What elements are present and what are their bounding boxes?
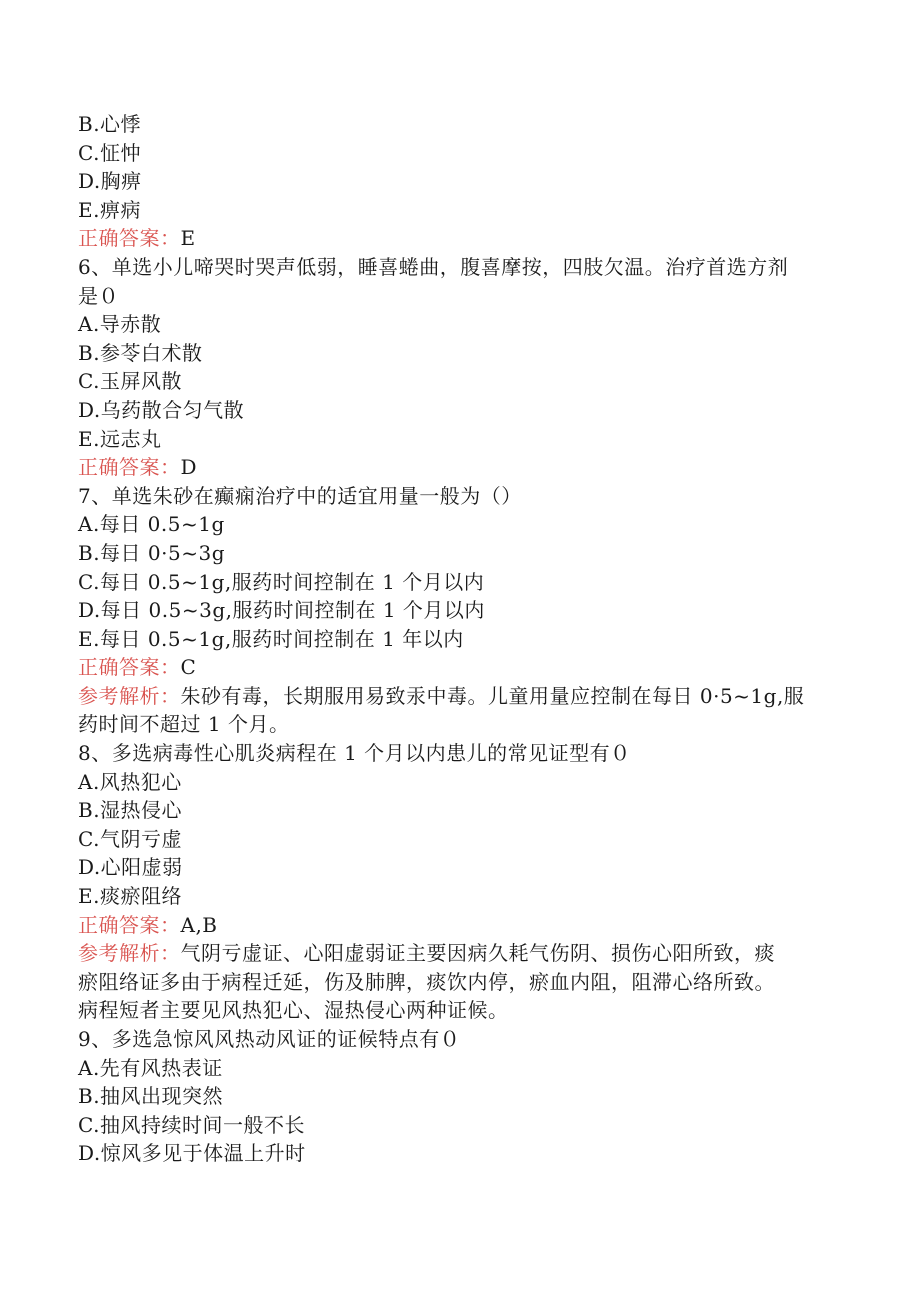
- document-page: [78, 110, 842, 1168]
- q5-option-c: C.怔忡: [78, 140, 141, 165]
- q7-stem: 7、单选朱砂在癫痫治疗中的适宜用量一般为（）: [78, 483, 522, 508]
- q7-option-b: B.每日 0·5~3g: [78, 540, 226, 565]
- q8-option-c: C.气阴亏虚: [78, 826, 182, 851]
- q6-option-b: B.参苓白术散: [78, 340, 203, 365]
- q6-option-d: D.乌药散合匀气散: [78, 397, 245, 422]
- q9-stem: 9、多选急惊风风热动风证的证候特点有０: [78, 1027, 461, 1051]
- answer-value: D: [180, 455, 198, 480]
- answer-value: E: [180, 226, 196, 251]
- q8-option-e: E.痰瘀阻络: [78, 884, 182, 909]
- q8-analysis-line1: [78, 939, 842, 968]
- analysis-label: 参考解析：: [78, 941, 181, 966]
- q6-answer: [78, 453, 842, 482]
- q7-option-a: A.每日 0.5~1g: [78, 512, 225, 537]
- q8-option-b: B.湿热侵心: [78, 798, 183, 823]
- q7-analysis-line1: [78, 682, 842, 711]
- analysis-label: 参考解析：: [78, 683, 181, 708]
- q8-analysis-line2: 瘀阻络证多由于病程迁延，伤及肺脾，痰饮内停，瘀血内阻，阻滞心络所致。: [78, 969, 775, 994]
- q8-answer: [78, 911, 842, 940]
- q6-option-e: E.远志丸: [78, 426, 162, 451]
- q8-option-d: D.心阳虚弱: [78, 855, 183, 880]
- q9-option-a: A.先有风热表证: [78, 1055, 223, 1080]
- q6-option-c: C.玉屏风散: [78, 369, 182, 394]
- q7-answer: [78, 653, 842, 682]
- q5-answer: [78, 224, 842, 253]
- analysis-text: 朱砂有毒，长期服用易致汞中毒。儿童用量应控制在每日 0·5~1g,服: [180, 683, 805, 708]
- q6-stem-line2: 是０: [78, 283, 119, 308]
- q9-option-c: C.抽风持续时间一般不长: [78, 1112, 305, 1137]
- q5-option-d: D.胸痹: [78, 169, 142, 194]
- q6-option-a: A.导赤散: [78, 312, 162, 337]
- q7-option-c: C.每日 0.5~1g,服药时间控制在 1 个月以内: [78, 569, 485, 594]
- answer-label: 正确答案：: [78, 455, 181, 480]
- answer-value: C: [180, 655, 197, 680]
- q9-option-b: B.抽风出现突然: [78, 1084, 224, 1109]
- answer-label: 正确答案：: [78, 912, 181, 937]
- q5-option-b: B.心悸: [78, 112, 142, 136]
- q7-analysis-line2: 药时间不超过 1 个月。: [78, 712, 290, 737]
- answer-label: 正确答案：: [78, 226, 181, 251]
- q9-option-d: D.惊风多见于体温上升时: [78, 1141, 306, 1166]
- q8-analysis-line3: 病程短者主要见风热犯心、湿热侵心两种证候。: [78, 998, 509, 1023]
- analysis-text: 气阴亏虚证、心阳虚弱证主要因病久耗气伤阴、损伤心阳所致，痰: [180, 941, 775, 966]
- q7-option-d: D.每日 0.5~3g,服药时间控制在 1 个月以内: [78, 598, 485, 623]
- q5-option-e: E.痹病: [78, 197, 141, 222]
- answer-label: 正确答案：: [78, 655, 181, 680]
- q7-option-e: E.每日 0.5~1g,服药时间控制在 1 年以内: [78, 626, 464, 651]
- q8-option-a: A.风热犯心: [78, 769, 182, 794]
- q6-stem-line1: 6、单选小儿啼哭时哭声低弱，睡喜蜷曲，腹喜摩按，四肢欠温。治疗首选方剂: [78, 254, 789, 279]
- q8-stem: 8、多选病毒性心肌炎病程在 1 个月以内患儿的常见证型有０: [78, 741, 631, 766]
- answer-value: A,B: [180, 912, 218, 937]
